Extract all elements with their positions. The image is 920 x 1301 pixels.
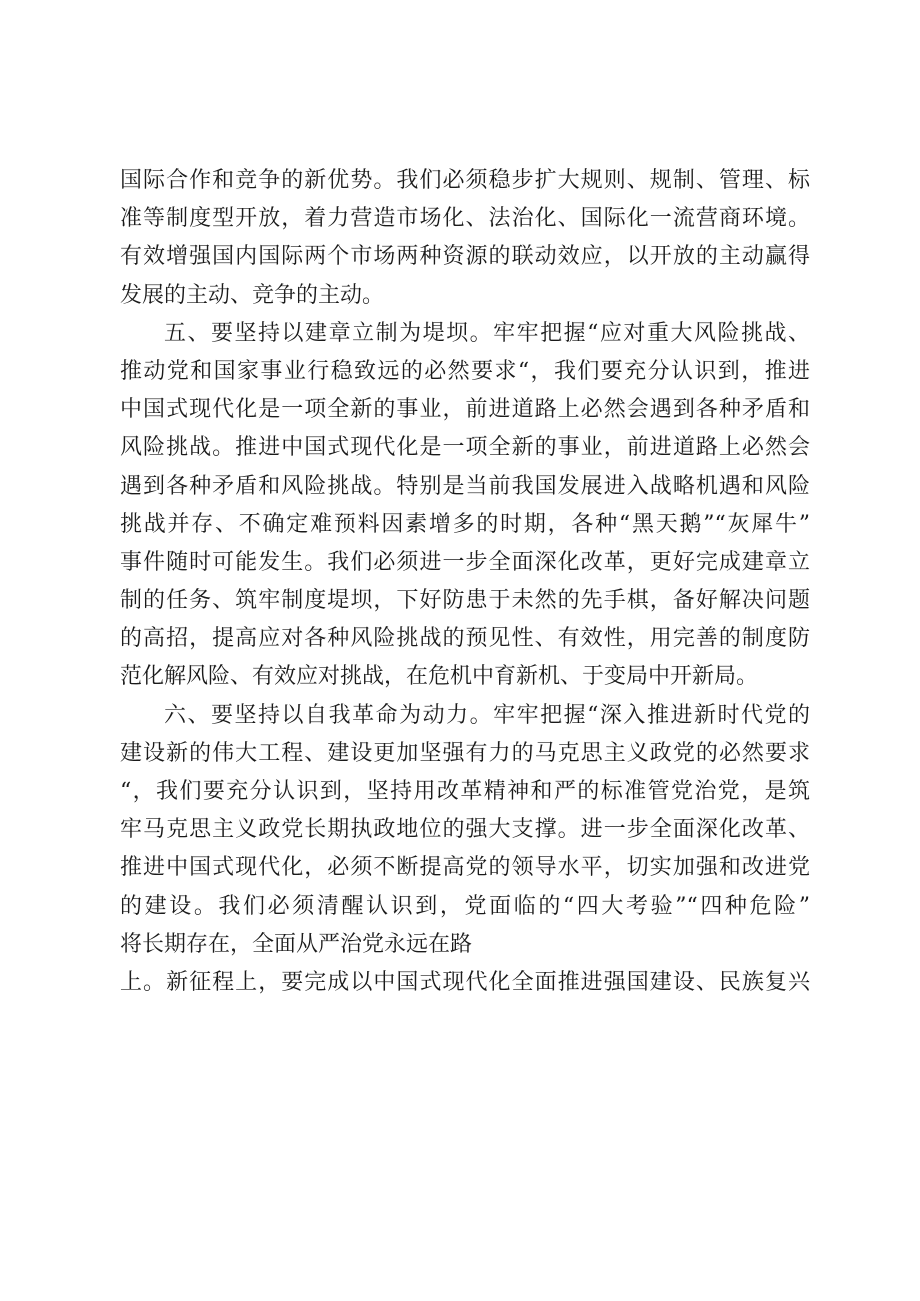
text-line: 风险挑战。推进中国式现代化是一项全新的事业，前进道路上必然会: [120, 435, 810, 461]
document-body: [120, 162, 810, 1002]
text-line: “，我们要充分认识到，坚持用改革精神和严的标准管党治党，是筑: [120, 779, 810, 804]
text-line: 牢马克思主义政党长期执政地位的强大支撑。进一步全面深化改革、: [120, 817, 810, 843]
text-line: 的建设。我们必须清醒认识到，党面临的“四大考验”“四种危险”: [120, 893, 810, 919]
text-line: 发展的主动、竞争的主动。: [120, 282, 385, 308]
text-line: 推动党和国家事业行稳致远的必然要求“，我们要充分认识到，推进: [120, 358, 810, 384]
text-line: 事件随时可能发生。我们必须进一步全面深化改革，更好完成建章立: [120, 549, 810, 575]
text-line: 遇到各种矛盾和风险挑战。特别是当前我国发展进入战略机遇和风险: [120, 473, 810, 499]
text-line: 六、要坚持以自我革命为动力。牢牢把握“深入推进新时代党的: [164, 702, 810, 728]
text-line: 的高招，提高应对各种风险挑战的预见性、有效性，用完善的制度防: [120, 626, 810, 652]
text-line: 五、要坚持以建章立制为堤坝。牢牢把握“应对重大风险挑战、: [164, 320, 810, 346]
text-line: 建设新的伟大工程、建设更加坚强有力的马克思主义政党的必然要求: [120, 740, 810, 766]
text-line: 制的任务、筑牢制度堤坝，下好防患于未然的先手棋，备好解决问题: [120, 588, 810, 614]
text-line: 有效增强国内国际两个市场两种资源的联动效应，以开放的主动赢得: [120, 244, 810, 270]
text-line: 准等制度型开放，着力营造市场化、法治化、国际化一流营商环境。: [120, 206, 810, 232]
text-line: 国际合作和竞争的新优势。我们必须稳步扩大规则、规制、管理、标: [120, 168, 810, 193]
text-line: 范化解风险、有效应对挑战，在危机中育新机、于变局中开新局。: [120, 664, 759, 690]
text-line: 将长期存在，全面从严治党永远在路: [120, 931, 473, 957]
text-line: 上。新征程上，要完成以中国式现代化全面推进强国建设、民族复兴: [120, 969, 810, 995]
text-line: 中国式现代化是一项全新的事业，前进道路上必然会遇到各种矛盾和: [120, 397, 810, 423]
text-line: 挑战并存、不确定难预料因素增多的时期，各种“黑天鹅”“灰犀牛”: [120, 511, 810, 537]
text-line: 推进中国式现代化，必须不断提高党的领导水平，切实加强和改进党: [120, 855, 810, 881]
